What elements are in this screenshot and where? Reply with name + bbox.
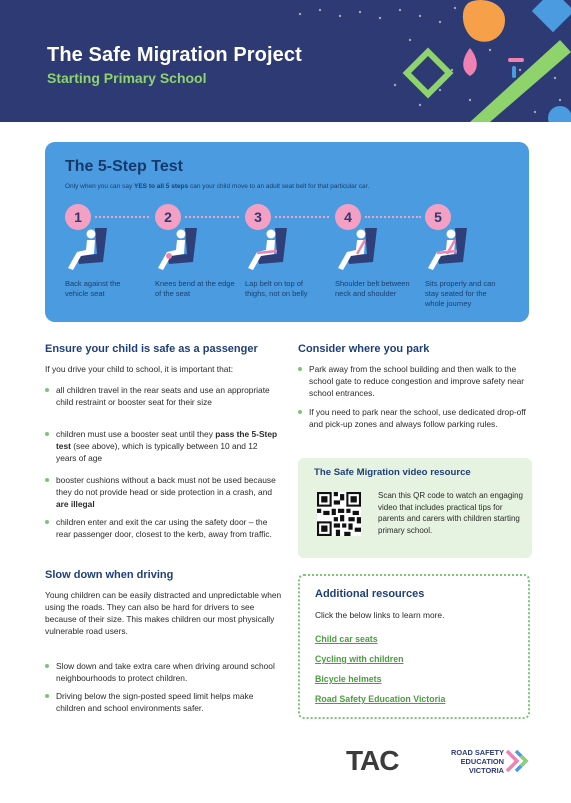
list-item: all children travel in the rear seats and use an appropriate child restraint or booster seat for their size bbox=[45, 384, 280, 408]
slow-down-heading: Slow down when driving bbox=[45, 569, 174, 581]
step-caption: Back against the vehicle seat bbox=[65, 279, 121, 298]
parking-heading: Consider where you park bbox=[298, 343, 430, 355]
video-resource-title: The Safe Migration video resource bbox=[314, 467, 471, 478]
page-title: The Safe Migration Project bbox=[47, 44, 302, 66]
video-resource-text: Scan this QR code to watch an engaging video that includes practical tips for parents and carers with children starting primary school. bbox=[378, 491, 523, 535]
qr-code-icon[interactable] bbox=[317, 492, 361, 536]
step-caption: Knees bend at the edge of the seat bbox=[155, 279, 235, 298]
child-seat-icon bbox=[337, 226, 383, 276]
step-connector bbox=[275, 216, 329, 218]
list-item-bold: are illegal bbox=[56, 499, 95, 509]
link-cycling-with-children[interactable]: Cycling with children bbox=[315, 654, 404, 664]
five-step-title: The 5-Step Test bbox=[65, 158, 183, 175]
list-item-bold: pass the 5-Step test bbox=[56, 429, 278, 451]
slow-down-paragraph: Young children can be easily distracted and unpredictable when using the roads. They can also be hard for drivers to see because of their size. This makes children our most physically vulnerable road users. bbox=[45, 590, 282, 636]
list-item: children enter and exit the car using the safety door – the rear passenger door, closest to the kerb, away from traffic. bbox=[45, 516, 280, 540]
list-item bbox=[45, 428, 280, 464]
list-item: Park away from the school building and then walk to the school gate to reduce congestion and improve safety near school entrances. bbox=[298, 363, 528, 399]
header-banner bbox=[0, 0, 571, 122]
five-step-subtitle-bold: YES to all 5 steps bbox=[134, 183, 189, 190]
road-safety-education-logo bbox=[434, 748, 504, 775]
list-item-text: booster cushions without a back must not be used because they do not provide head or side protection in a crash, and bbox=[56, 475, 276, 497]
five-step-subtitle-pre: Only when you can say bbox=[65, 183, 135, 190]
chevron-arrows-icon bbox=[505, 748, 531, 774]
five-step-subtitle-post: can your child move to an adult seat belt for that particular car. bbox=[188, 183, 370, 190]
child-seat-icon bbox=[157, 226, 203, 276]
additional-resources-box bbox=[298, 574, 530, 719]
list-item: If you need to park near the school, use dedicated drop-off and pick-up zones and always follow parking rules. bbox=[298, 406, 528, 430]
five-step-panel bbox=[45, 142, 529, 322]
step-caption: Shoulder belt between neck and shoulder bbox=[335, 279, 410, 298]
child-seat-icon bbox=[247, 226, 293, 276]
link-road-safety-education-victoria[interactable]: Road Safety Education Victoria bbox=[315, 694, 446, 704]
rse-line-1: ROAD SAFETY bbox=[451, 748, 504, 757]
list-item: Driving below the sign-posted speed limit helps make children and school environments safer. bbox=[45, 690, 285, 714]
step-caption: Lap belt on top of thighs, not on belly bbox=[245, 279, 308, 298]
five-step-subtitle bbox=[65, 183, 369, 190]
resources-title: Additional resources bbox=[315, 588, 425, 600]
step-caption: Sits properly and can stay seated for the whole journey bbox=[425, 279, 496, 308]
step-number: 1 bbox=[65, 204, 91, 230]
tac-logo: TAC bbox=[346, 745, 399, 776]
list-item-text: children must use a booster seat until they bbox=[56, 429, 216, 439]
link-bicycle-helmets[interactable]: Bicycle helmets bbox=[315, 674, 382, 684]
list-item bbox=[45, 474, 280, 510]
step-number: 2 bbox=[155, 204, 181, 230]
step-connector bbox=[185, 216, 239, 218]
step-connector bbox=[365, 216, 421, 218]
rse-line-2: EDUCATION bbox=[460, 757, 504, 766]
rse-line-3: VICTORIA bbox=[468, 766, 504, 775]
resources-subtitle: Click the below links to learn more. bbox=[315, 610, 445, 620]
step-number: 4 bbox=[335, 204, 361, 230]
video-resource-box bbox=[298, 458, 532, 558]
step-number: 3 bbox=[245, 204, 271, 230]
passenger-intro: If you drive your child to school, it is important that: bbox=[45, 364, 234, 374]
list-item-text: (see above), which is typically between 10 and 12 years of age bbox=[56, 441, 258, 463]
step-connector bbox=[95, 216, 149, 218]
child-seat-icon bbox=[67, 226, 113, 276]
link-child-car-seats[interactable]: Child car seats bbox=[315, 634, 378, 644]
page-subtitle: Starting Primary School bbox=[47, 70, 207, 86]
list-item: Slow down and take extra care when driving around school neighbourhoods to protect children. bbox=[45, 660, 285, 684]
passenger-heading: Ensure your child is safe as a passenger bbox=[45, 343, 258, 355]
child-seat-icon bbox=[427, 226, 473, 276]
step-number: 5 bbox=[425, 204, 451, 230]
